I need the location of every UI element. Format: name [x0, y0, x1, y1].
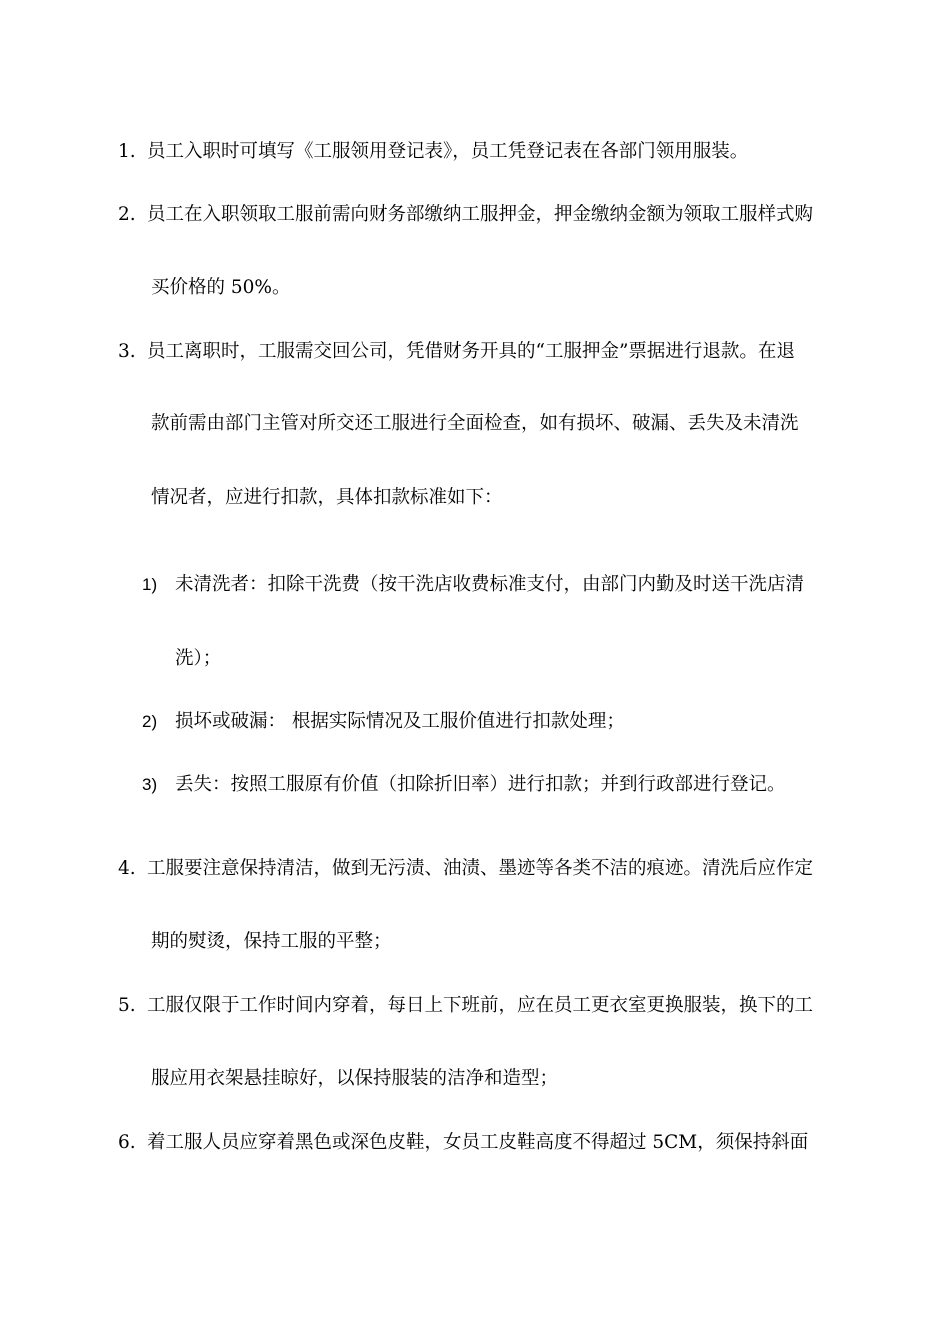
item-number: 6.	[118, 1132, 136, 1153]
item-text: 工服要注意保持清洁，做到无污渍、油渍、墨迹等各类不洁的痕迹。清洗后应作定	[147, 858, 814, 879]
item-text: 期的熨烫，保持工服的平整；	[151, 931, 392, 952]
item-number: 2.	[118, 204, 136, 225]
item-number: 1.	[118, 141, 136, 162]
item-text: 工服仅限于工作时间内穿着，每日上下班前，应在员工更衣室更换服装，换下的工	[147, 995, 814, 1016]
item-text: 员工在入职领取工服前需向财务部缴纳工服押金，押金缴纳金额为领取工服样式购	[147, 204, 814, 225]
sub-item-text: 丢失：按照工服原有价值（扣除折旧率）进行扣款；并到行政部进行登记。	[175, 774, 786, 795]
item-text: 服应用衣架悬挂晾好，以保持服装的洁净和造型；	[151, 1068, 559, 1089]
sub-item-number: 3)	[142, 775, 158, 794]
item-text: 情况者，应进行扣款，具体扣款标准如下：	[151, 487, 503, 508]
sub-item-text: 未清洗者：扣除干洗费（按干洗店收费标准支付，由部门内勤及时送干洗店清	[175, 574, 805, 595]
item-number: 5.	[118, 995, 136, 1016]
sub-item-text: 洗）；	[175, 648, 222, 669]
item-text: 员工离职时，工服需交回公司，凭借财务开具的“工服押金”票据进行退款。在退	[147, 341, 795, 362]
item-text: 着工服人员应穿着黑色或深色皮鞋，女员工皮鞋高度不得超过 5CM，须保持斜面	[147, 1132, 809, 1153]
item-number: 4.	[118, 858, 136, 879]
sub-item-text: 损坏或破漏： 根据实际情况及工服价值进行扣款处理；	[175, 711, 625, 732]
item-text: 员工入职时可填写《工服领用登记表》，员工凭登记表在各部门领用服装。	[147, 141, 749, 162]
sub-item-number: 2)	[142, 712, 158, 731]
item-text: 买价格的 50%。	[151, 277, 291, 298]
item-text: 款前需由部门主管对所交还工服进行全面检查，如有损坏、破漏、丢失及未清洗	[151, 413, 799, 434]
sub-item-number: 1)	[142, 575, 158, 594]
item-number: 3.	[118, 341, 136, 362]
